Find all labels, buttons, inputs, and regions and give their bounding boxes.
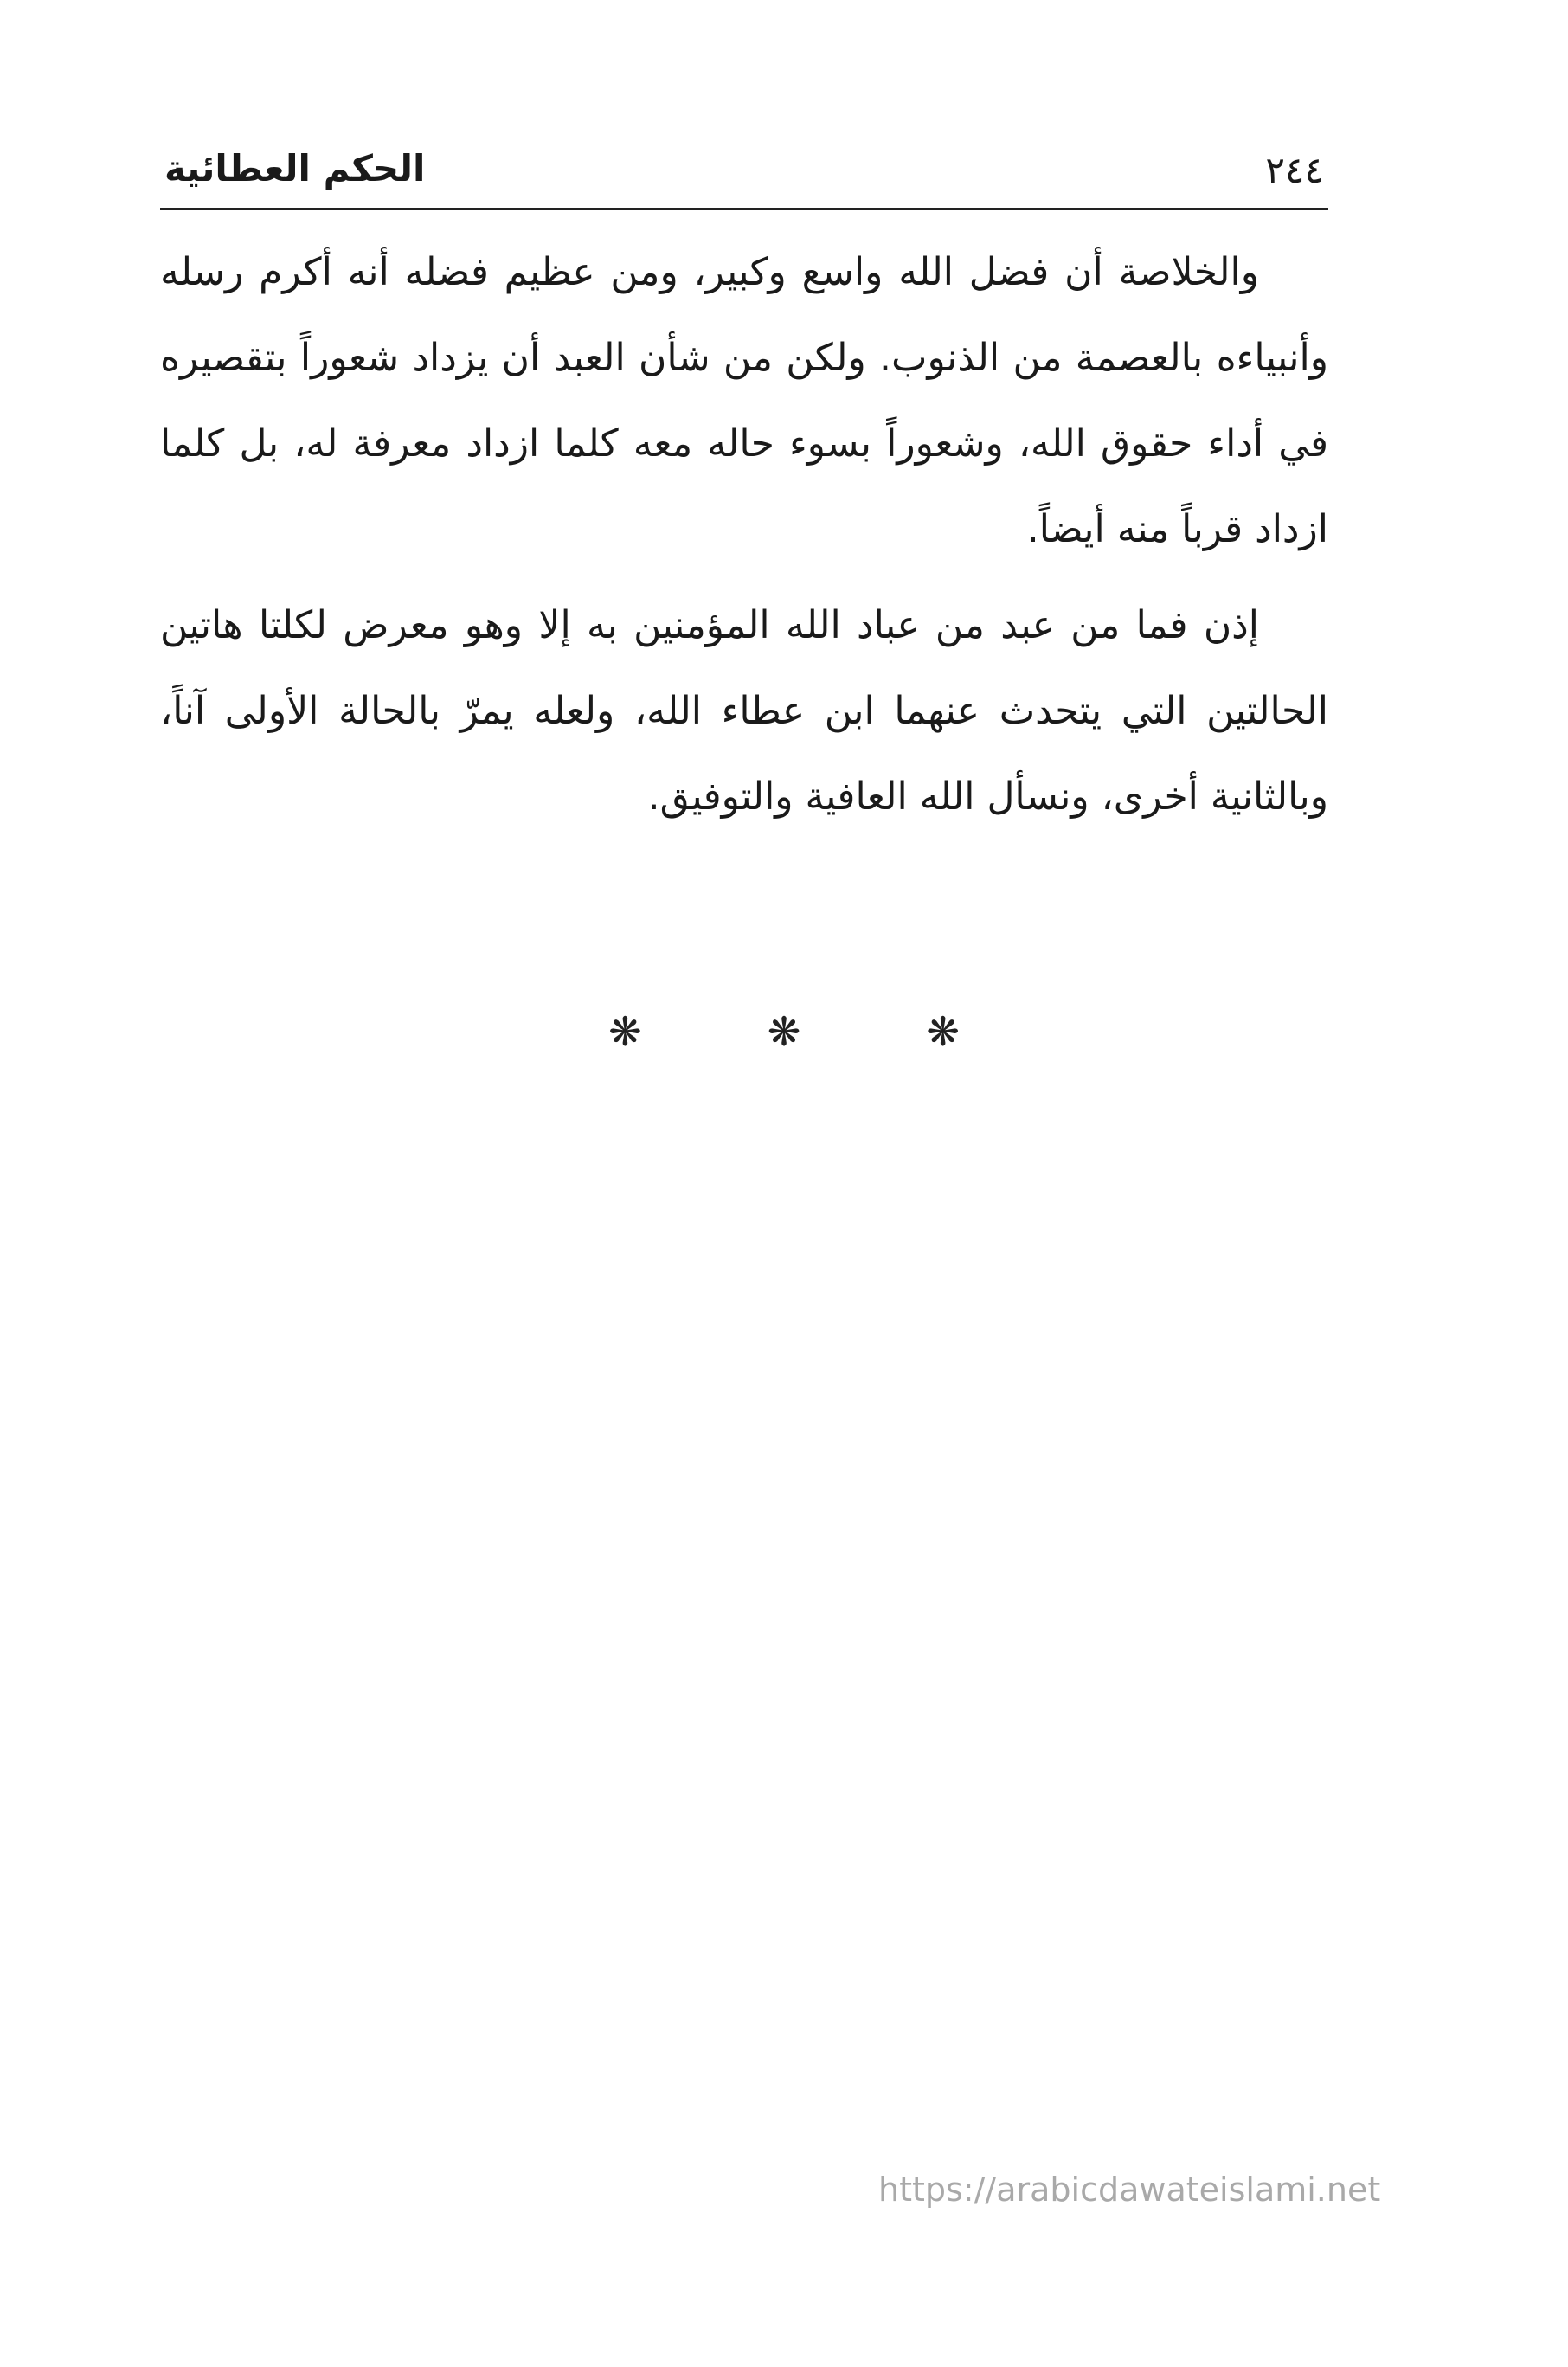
separator-asterisk: ❋ — [608, 1008, 642, 1055]
separator-asterisk: ❋ — [926, 1008, 960, 1055]
page-header — [160, 138, 1328, 210]
separator-asterisk: ❋ — [767, 1008, 801, 1055]
body-text — [160, 229, 1328, 850]
watermark-url: https://arabicdawateislami.net — [878, 2171, 1381, 2209]
paragraph-1: والخلاصة أن فضل الله واسع وكبير، ومن عظيم فضله أنه أكرم رسله وأنبياءه بالعصمة من الذنوب. ولكن من شأن العبد أن يزداد شعوراً بتقصيره في أداء حقوق الله، وشعوراً بسوء حاله معه كلما ازداد معرفة له، بل كلما ازداد قرباً منه أيضاً. — [160, 250, 1328, 551]
paragraph-2: إذن فما من عبد من عباد الله المؤمنين به إلا وهو معرض لكلتا هاتين الحالتين التي يتحدث عنهما ابن عطاء الله، ولعله يمرّ بالحالة الأولى آناً، وبالثانية أخرى، ونسأل الله العافية والتوفيق. — [160, 603, 1328, 819]
page-number: ٢٤٤ — [1265, 149, 1324, 191]
section-separator — [0, 1008, 1568, 1055]
running-title: الحكم العطائية — [164, 147, 426, 190]
